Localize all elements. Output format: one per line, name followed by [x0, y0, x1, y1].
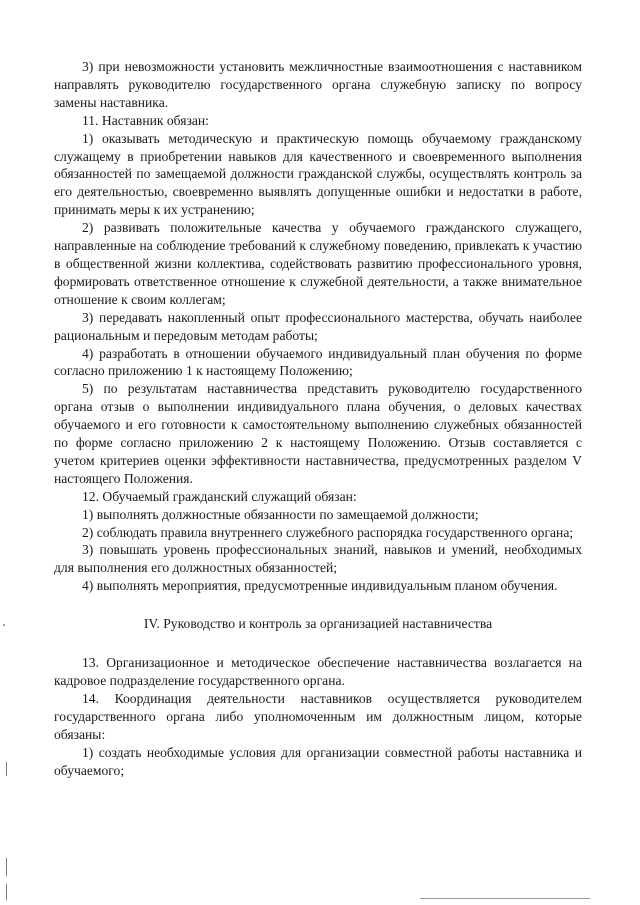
clause-12-item-4: 4) выполнять мероприятия, предусмотренные индивидуальным планом обучения. [82, 578, 558, 594]
clause-14-item-1: 1) создать необходимые условия для организации совместной работы наставника и обучаемого; [54, 744, 582, 778]
scan-artifact-left-line [6, 762, 7, 776]
clause-12-item-1: 1) выполнять должностные обязанности по замещаемой должности; [82, 506, 479, 522]
document-page [54, 58, 582, 779]
clause-11-item-3: 3) передавать накопленный опыт профессионального мастерства, обучать наиболее рациональным и передовым методам работы; [54, 309, 582, 343]
clause-11-item-2: 2) развивать положительные качества у обучаемого гражданского служащего, направленные на соблюдение требований к служебному поведению, привлекать к участию в общественной жизни коллектива, содействовать развитию профессионального уровня, формировать ответственное отношение к служебной деятельности, а также внимательное отношение к своим коллегам; [54, 220, 582, 307]
scan-artifact-bottom-line [420, 898, 590, 899]
paragraph-item-3-replacement-request: 3) при невозможности установить межличностные взаимоотношения с наставником направлять руководителю государственного органа служебную записку по вопросу замены наставника. [54, 59, 582, 110]
clause-12-heading: 12. Обучаемый гражданский служащий обязан: [82, 488, 357, 504]
clause-11-item-1: 1) оказывать методическую и практическую помощь обучаемому гражданскому служащему в приобретении навыков для качественного и своевременного выполнения обязанностей по замещаемой должности гражданской службы, осуществлять контроль за его деятельностью, своевременно выявлять допущенные ошибки и недостатки в работе, принимать меры к их устранению; [54, 130, 582, 218]
clause-11-heading: 11. Наставник обязан: [82, 112, 209, 128]
clause-12-item-3: 3) повышать уровень профессиональных знаний, навыков и умений, необходимых для выполнения его должностных обязанностей; [54, 542, 582, 576]
scan-artifact-left-line [6, 884, 7, 900]
scan-artifact-dot [3, 624, 5, 626]
section-heading: IV. Руководство и контроль за организацией наставничества [143, 616, 493, 632]
clause-14: 14. Координация деятельности наставников осуществляется руководителем государственного органа либо уполномоченным им должностным лицом, которые обязаны: [54, 690, 582, 742]
clause-11-item-5: 5) по результатам наставничества представить руководителю государственного органа отзыв о выполнении индивидуального плана обучения, о деловых качествах обучаемого и его готовности к самостоятельному выполнению служебных обязанностей по форме согласно приложению 2 к настоящему Положению. Отзыв составляется с учетом критериев оценки эффективности наставничества, предусмотренных разделом V настоящего Положения. [54, 381, 582, 486]
clause-11-item-4: 4) разработать в отношении обучаемого индивидуальный план обучения по форме согласно приложению 1 к настоящему Положению; [54, 345, 582, 379]
clause-13: 13. Организационное и методическое обеспечение наставничества возлагается на кадровое подразделение государственного органа. [54, 655, 582, 688]
scan-artifact-left-line [6, 858, 7, 876]
clause-12-item-2: 2) соблюдать правила внутреннего служебного распорядка государственного органа; [82, 524, 574, 540]
